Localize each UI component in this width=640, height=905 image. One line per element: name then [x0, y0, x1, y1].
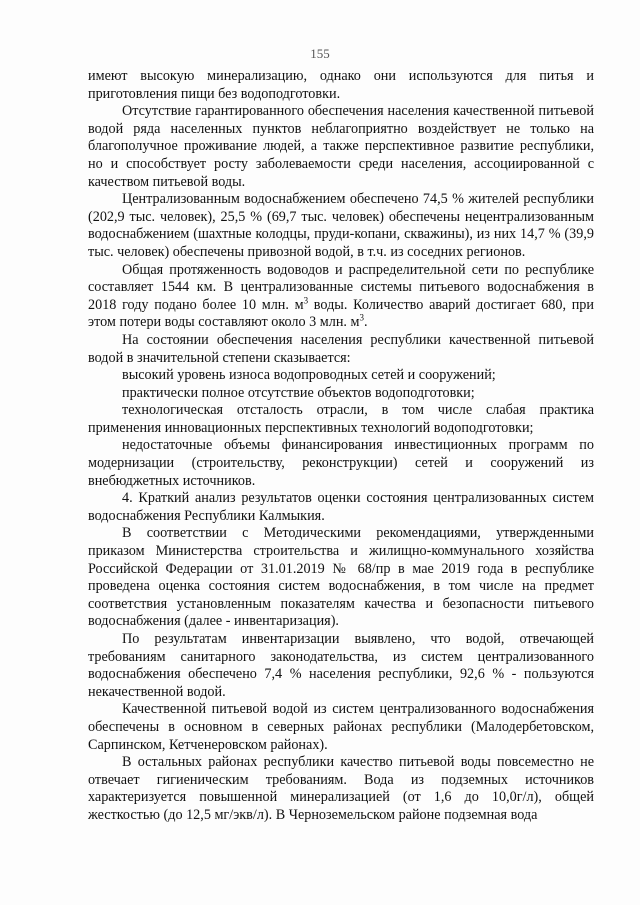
paragraph: В соответствии с Методическими рекомендациями, утвержденными приказом Министерства строительства и жилищно-коммунального хозяйства Российской Федерации от 31.01.2019 № 68/пр в мае 2019 года в республике проведена оценка состояния систем водоснабжения, в том числе на предмет соответствия установленным показателям качества и безопасности питьевого водоснабжения (далее - инвентаризация).: [88, 525, 594, 630]
list-item: практически полное отсутствие объектов водоподготовки;: [122, 384, 475, 401]
paragraph-text: воды. Количество аварий достигает 680, при этом потери воды составляют около 3 млн. м: [88, 296, 594, 331]
paragraph: [88, 262, 594, 332]
paragraph: Централизованным водоснабжением обеспечено 74,5 % жителей республики (202,9 тыс. человек), 25,5 % (69,7 тыс. человек) обеспечены нецентрализованным водоснабжением (шахтные колодцы, пруди-копани, скважины), из них 14,7 % (39,9 тыс. человек) обеспечены привозной водой, в т.ч. из соседних регионов.: [88, 191, 594, 260]
paragraph: На состоянии обеспечения населения республики качественной питьевой водой в значительной степени сказывается:: [88, 331, 594, 366]
body-text: [88, 68, 594, 825]
paragraph: Отсутствие гарантированного обеспечения населения качественной питьевой водой ряда населенных пунктов неблагоприятно воздействует не только на благополучное проживание людей, а также перспективное развитие республики, но и способствует росту заболеваемости среди населения, ассоциированной с качеством питьевой воды.: [88, 103, 594, 190]
paragraph: Качественной питьевой водой из систем централизованного водоснабжения обеспечены в основном в северных районах республики (Малодербетовском, Сарпинском, Кетченеровском районах).: [88, 701, 594, 753]
paragraph: По результатам инвентаризации выявлено, что водой, отвечающей требованиям санитарного законодательства, из систем централизованного водоснабжения обеспечено 7,4 % населения республики, 92,6 % - пользуются некачественной водой.: [88, 631, 594, 700]
superscript: 3: [359, 312, 365, 323]
page-number: 155: [310, 46, 330, 61]
paragraph: имеют высокую минерализацию, однако они используются для питья и приготовления пищи без водоподготовки.: [88, 68, 594, 102]
superscript: 3: [303, 294, 309, 305]
list-item: технологическая отсталость отрасли, в том числе слабая практика применения инновационных перспективных технологий водоподготовки;: [88, 402, 594, 436]
paragraph-text: .: [364, 314, 368, 331]
paragraph-text: Общая протяженность водоводов и распределительной сети по республике составляет 1544 км. В централизованные системы питьевого водоснабжения в 2018 году подано более 10 млн. м: [88, 261, 594, 313]
list-item: недостаточные объемы финансирования инвестиционных программ по модернизации (строительству, реконструкции) сетей и сооружений из внебюджетных источников.: [88, 437, 594, 489]
list-item: высокий уровень износа водопроводных сетей и сооружений;: [122, 367, 496, 384]
paragraph: В остальных районах республики качество питьевой воды повсеместно не отвечает гигиеническим требованиям. Вода из подземных источников характеризуется повышенной минерализацией (от 1,6 до 10,0г/л), общей жесткостью (до 12,5 мг/экв/л). В Черноземельском районе подземная вода: [88, 754, 594, 823]
section-heading: 4. Краткий анализ результатов оценки состояния централизованных систем водоснабжения Республики Калмыкия.: [88, 490, 594, 524]
